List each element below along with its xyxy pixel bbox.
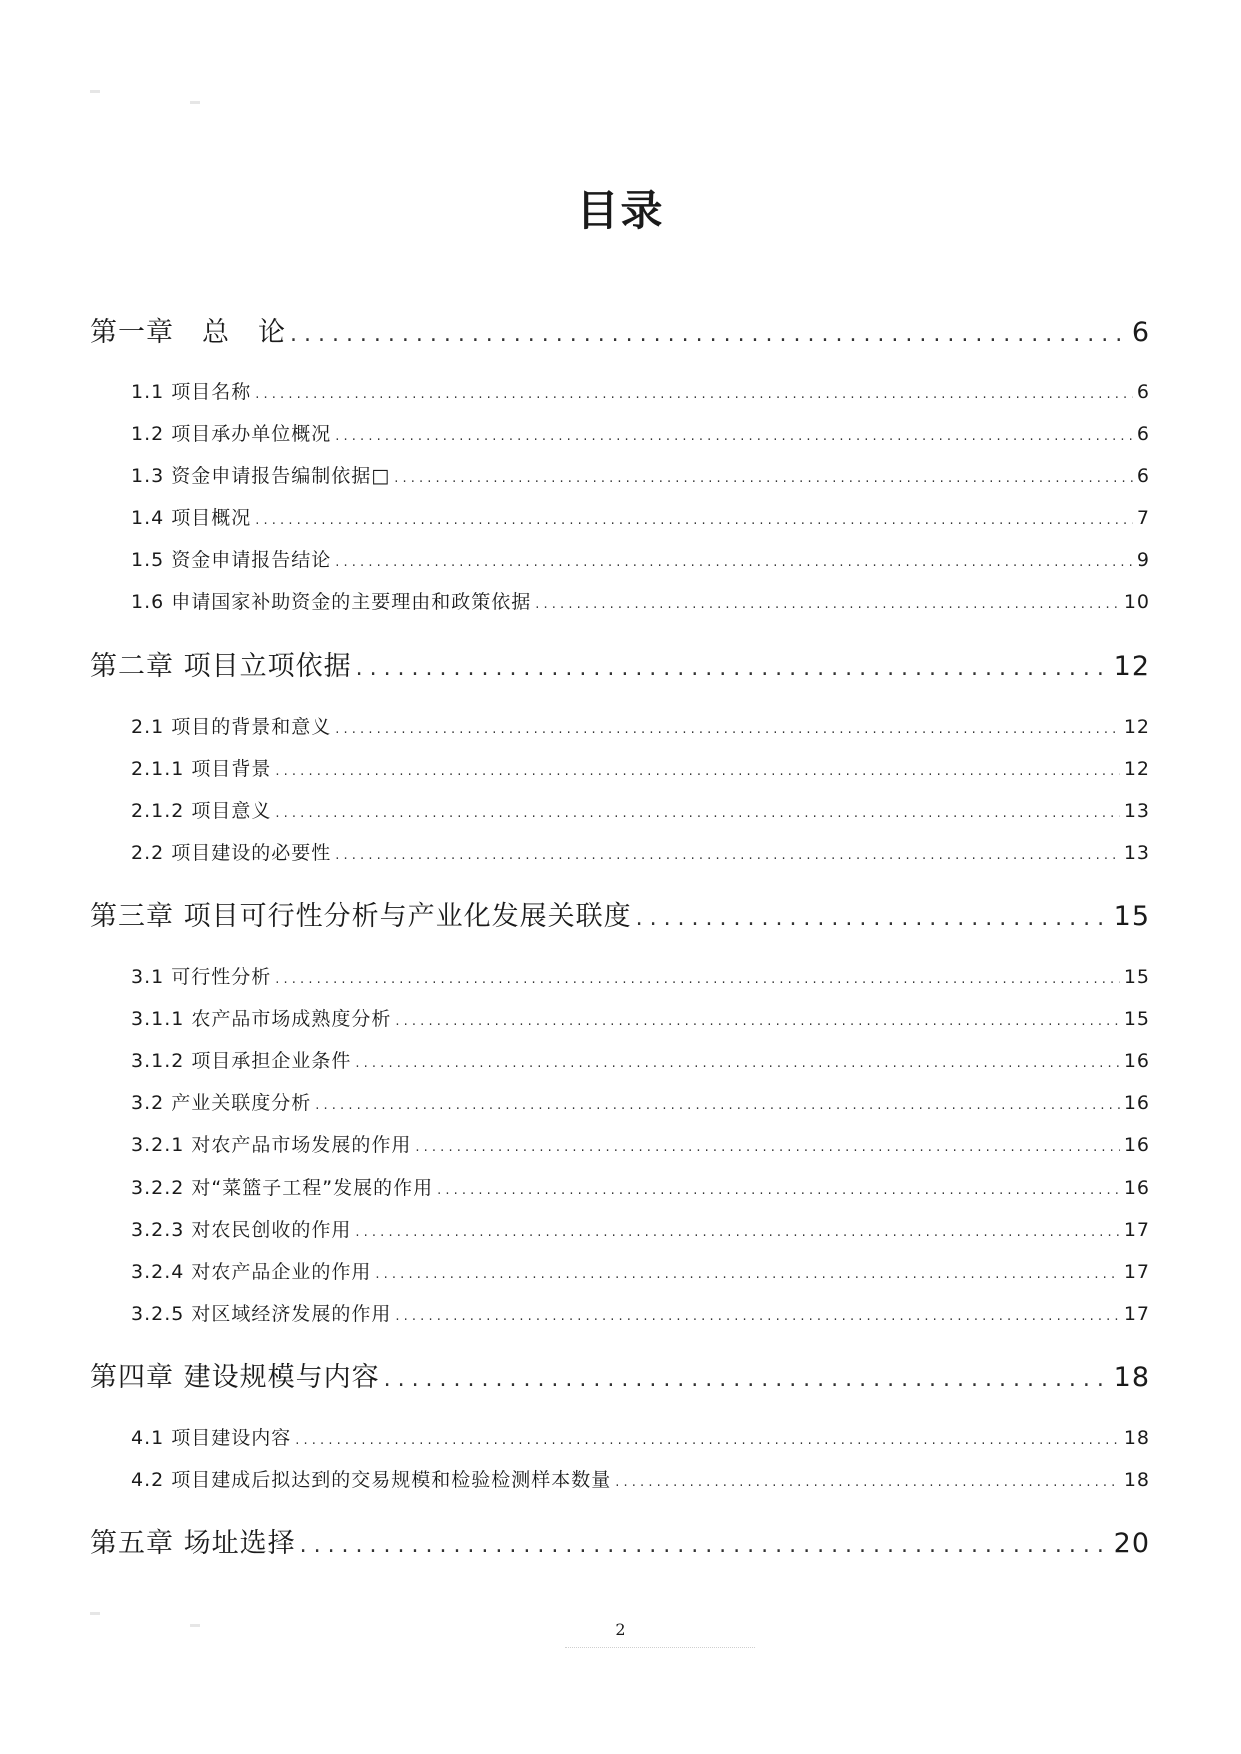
toc-entry-section[interactable] [131,838,1150,865]
toc-page-number: 10 [1123,591,1150,613]
toc-entry-label: 1.3 资金申请报告编制依据□ [131,465,391,487]
toc-page-number: 16 [1123,1092,1150,1114]
dot-leader [615,1475,1120,1490]
toc-entry-label: 3.2.5 对区域经济发展的作用 [131,1303,392,1325]
toc-entry-chapter[interactable] [90,894,1150,933]
toc-entry-section[interactable] [131,962,1150,989]
toc-entry-label: 第三章 项目可行性分析与产业化发展关联度 [90,901,632,932]
toc-page-number: 15 [1113,901,1150,932]
scan-mark [190,101,200,104]
toc-entry-label: 1.1 项目名称 [131,381,252,403]
toc-title: 目录 [576,186,665,235]
toc-entry-label: 3.1 可行性分析 [131,966,272,988]
toc-entry-section[interactable] [131,1004,1150,1031]
toc-entry-chapter[interactable] [90,1521,1150,1560]
toc-entry-label: 第二章 项目立项依据 [90,651,352,682]
toc-entry-label: 3.2.3 对农民创收的作用 [131,1219,352,1241]
dot-leader [535,597,1120,612]
toc-entry-section[interactable] [131,1046,1150,1073]
toc-page-number: 12 [1123,716,1150,738]
toc-entry-label: 1.5 资金申请报告结论 [131,549,332,571]
toc-entry-section[interactable] [131,1173,1150,1200]
toc-entry-label: 第四章 建设规模与内容 [90,1362,380,1393]
toc-entry-chapter[interactable] [90,310,1150,349]
toc-page-number: 16 [1123,1177,1150,1199]
dot-leader [275,764,1119,779]
toc-entry-label: 2.2 项目建设的必要性 [131,842,332,864]
toc-entry-section[interactable] [131,419,1150,446]
toc-entry-section[interactable] [131,377,1150,404]
dot-leader [636,906,1110,931]
toc-entry-label: 3.2.1 对农产品市场发展的作用 [131,1134,412,1156]
dot-leader [356,656,1110,681]
scan-mark [90,1612,100,1615]
toc-entry-chapter[interactable] [90,644,1150,683]
toc-entry-label: 1.4 项目概况 [131,507,252,529]
toc-entry-section[interactable] [131,1423,1150,1450]
dot-leader [415,1140,1119,1155]
toc-page-number: 18 [1113,1362,1150,1393]
dot-leader [384,1367,1110,1392]
toc-entry-label: 2.1.1 项目背景 [131,758,272,780]
dot-leader [437,1183,1120,1198]
toc-page-number: 6 [1131,317,1150,348]
toc-entry-label: 1.2 项目承办单位概况 [131,423,332,445]
dot-leader [394,471,1133,486]
dot-leader [275,806,1119,821]
toc-page-number: 15 [1123,966,1150,988]
dot-leader [335,722,1120,737]
scan-mark [90,90,100,93]
toc-page-number: 16 [1123,1134,1150,1156]
toc-entry-label: 2.1 项目的背景和意义 [131,716,332,738]
toc-page-number: 17 [1123,1261,1150,1283]
toc-entry-section[interactable] [131,1215,1150,1242]
toc-entry-label: 4.2 项目建成后拟达到的交易规模和检验检测样本数量 [131,1469,612,1491]
toc-page-number: 17 [1123,1303,1150,1325]
toc-entry-section[interactable] [131,1465,1150,1492]
toc-page-number: 6 [1136,423,1150,445]
toc-entry-section[interactable] [131,461,1150,488]
toc-entry-label: 1.6 申请国家补助资金的主要理由和政策依据 [131,591,532,613]
dot-leader [255,513,1133,528]
toc-page-number: 20 [1113,1528,1150,1559]
toc-entry-label: 4.1 项目建设内容 [131,1427,292,1449]
toc-page-number: 17 [1123,1219,1150,1241]
toc-entry-section[interactable] [131,796,1150,823]
dot-leader [355,1225,1119,1240]
toc-entry-label: 第五章 场址选择 [90,1528,296,1559]
toc-page-number: 16 [1123,1050,1150,1072]
toc-page-number: 6 [1136,381,1150,403]
dot-leader [335,848,1120,863]
dot-leader [375,1267,1119,1282]
toc-page-number: 6 [1136,465,1150,487]
toc-page-number: 12 [1123,758,1150,780]
toc-entry-section[interactable] [131,545,1150,572]
toc-entry-label: 3.2 产业关联度分析 [131,1092,312,1114]
dot-leader [335,429,1133,444]
toc-page-number: 15 [1123,1008,1150,1030]
toc-entry-label: 3.1.1 农产品市场成熟度分析 [131,1008,392,1030]
page-number: 2 [615,1620,626,1639]
toc-entry-section[interactable] [131,1130,1150,1157]
dot-leader [315,1098,1120,1113]
dot-leader [290,322,1128,347]
toc-entry-chapter[interactable] [90,1355,1150,1394]
footer-rule [565,1647,755,1648]
dot-leader [395,1014,1119,1029]
toc-entry-section[interactable] [131,1257,1150,1284]
toc-entry-label: 第一章 总 论 [90,317,286,348]
dot-leader [255,387,1133,402]
toc-page-number: 7 [1136,507,1150,529]
toc-entry-label: 3.1.2 项目承担企业条件 [131,1050,352,1072]
dot-leader [300,1533,1110,1558]
toc-entry-section[interactable] [131,1299,1150,1326]
dot-leader [275,972,1120,987]
toc-entry-section[interactable] [131,712,1150,739]
toc-page-number: 18 [1123,1469,1150,1491]
dot-leader [395,1309,1119,1324]
dot-leader [355,1056,1119,1071]
toc-entry-section[interactable] [131,754,1150,781]
toc-entry-label: 2.1.2 项目意义 [131,800,272,822]
dot-leader [335,555,1133,570]
toc-entry-section[interactable] [131,587,1150,614]
toc-entry-section[interactable] [131,503,1150,530]
toc-page-number: 9 [1136,549,1150,571]
toc-page-number: 13 [1123,842,1150,864]
toc-entry-label: 3.2.2 对“菜篮子工程”发展的作用 [131,1177,434,1199]
toc-page-number: 18 [1123,1427,1150,1449]
toc-page-number: 12 [1113,651,1150,682]
dot-leader [295,1433,1120,1448]
toc-entry-section[interactable] [131,1088,1150,1115]
toc-page-number: 13 [1123,800,1150,822]
toc-entry-label: 3.2.4 对农产品企业的作用 [131,1261,372,1283]
